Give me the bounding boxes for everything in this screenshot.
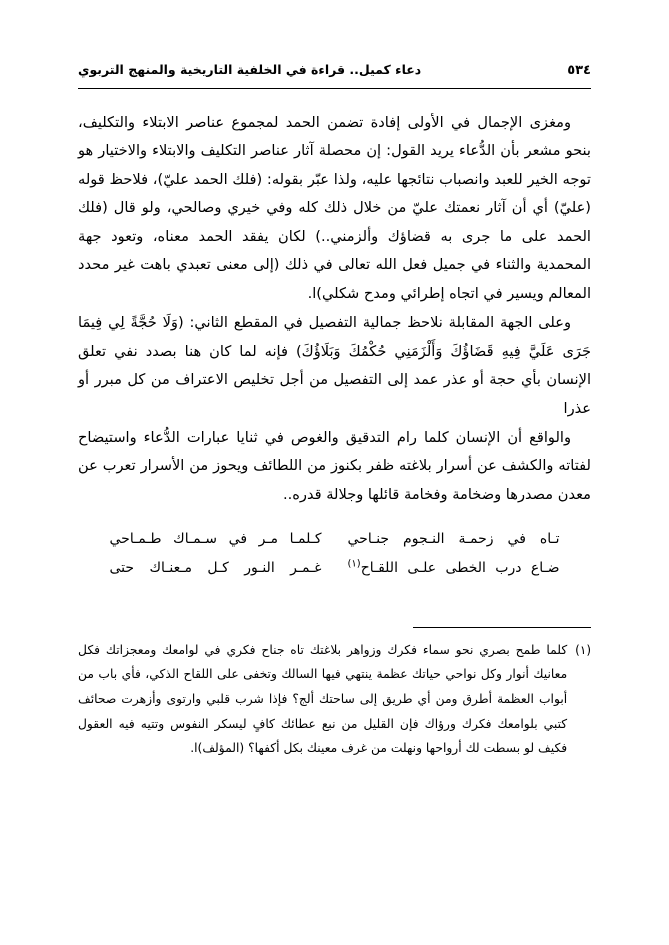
page-header xyxy=(78,62,591,84)
paragraph-2: وعلى الجهة المقابلة نلاحظ جمالية التفصيل في المقطع الثاني: (وَلَا حُجَّةً لِي فِيمَا جَرَى عَلَيَّ فِيهِ قَضَاؤُكَ وَأَلْزَمَنِي حُكْمُكَ وَبَلَاؤُكَ) فإنه لما كان هنا بصدد نفي تعلق الإنسان بأي حجة أو عذر عمد إلى التفصيل من أجل تخليص الاعتراف من كل مبرر أو عذرا xyxy=(78,314,591,417)
paragraph-3: والواقع أن الإنسان كلما رام التدقيق والغوص في ثنايا عبارات الدُّعاء واستيضاح لفتاته والكشف عن أسرار بلاغته ظفر بكنوز من اللطائف ويحوز من الأسرار تعرب عن معدن مصدرها وضخامة وفخامة قائلها وجلالة قدره.. xyxy=(78,428,591,503)
poem-line-2 xyxy=(78,554,591,583)
paragraph-1: ومغزى الإجمال في الأولى إفادة تضمن الحمد لمجموع عناصر الابتلاء والتكليف، بنحو مشعر بأن الدُّعاء يريد القول: إن محصلة آثار عناصر التكليف والابتلاء والاختيار هو توجه الخير للعبد وانصباب نتائجها عليه، ولذا عبّر بقوله: (فلك الحمد عليّ)، فلاحظ قوله (عليّ) أي أن آثار نعمتك عليّ من خلال ذلك كله وفي خيري وصالحي، ولو قال (فلك الحمد على ما جرى به قضاؤك وألزمني..) لكان يفقد الحمد معناه، وتعود جهة المحمدية والثناء في جميل فعل الله تعالى في ذلك (إلى معنى تعبدي باهت غير محدد المعالم ويسير في اتجاه إطرائي ومدح شكلي)ا. xyxy=(78,114,591,302)
poem-line-1-right: تـاه في زحمـة النـجوم جنـاحي xyxy=(347,531,560,548)
poem-block xyxy=(78,525,591,582)
footnote-marker: (١) xyxy=(575,642,591,657)
poem-line-2-right xyxy=(348,554,560,583)
poem-line-1-left: كـلمـا مـر في سـمـاك طـمـاحي xyxy=(109,531,322,548)
footnote-divider xyxy=(413,627,591,628)
body-text xyxy=(78,109,591,509)
poem-line-2-left: غـمـر النـور كـل مـعنـاك حتى xyxy=(109,560,322,577)
page-number: ٥٣٤ xyxy=(567,63,591,78)
poem-line-2-right-text: ضـاع درب الخطى علـى اللقـاح xyxy=(360,560,560,577)
poem-line-1 xyxy=(78,525,591,554)
header-title: دعاء كميل.. قراءة في الخلفية التاريخية والمنهج التربوي xyxy=(78,62,422,77)
footnote-reference-marker: (١) xyxy=(347,558,361,570)
footnote-text: كلما طمح بصري نحو سماء فكرك وزواهر بلاغتك تاه جناح فكري في لوامعك ومعجزاتك فكل معانيك أنوار وكل نواحي حياتك عظمة ينتهي فيها السالك وتخفى على اللقاح الذكي، فأي باب من أبواب العظمة أطرق ومن أي طريق إلى ساحتك ألج؟ فإذا شرب قلبي وارتوى وأزهرت صحائف كتبي بلوامعك فكرك ورؤاك فإن القليل من نبع عطائك كافٍ ليسكر النفوس وتتيه فيه العقول فكيف لو بسطت لك أرواحها ونهلت من غرف معينك بكل أكفها؟ (المؤلف)ا. xyxy=(78,642,568,756)
footnote xyxy=(78,638,591,761)
header-divider xyxy=(78,88,591,89)
